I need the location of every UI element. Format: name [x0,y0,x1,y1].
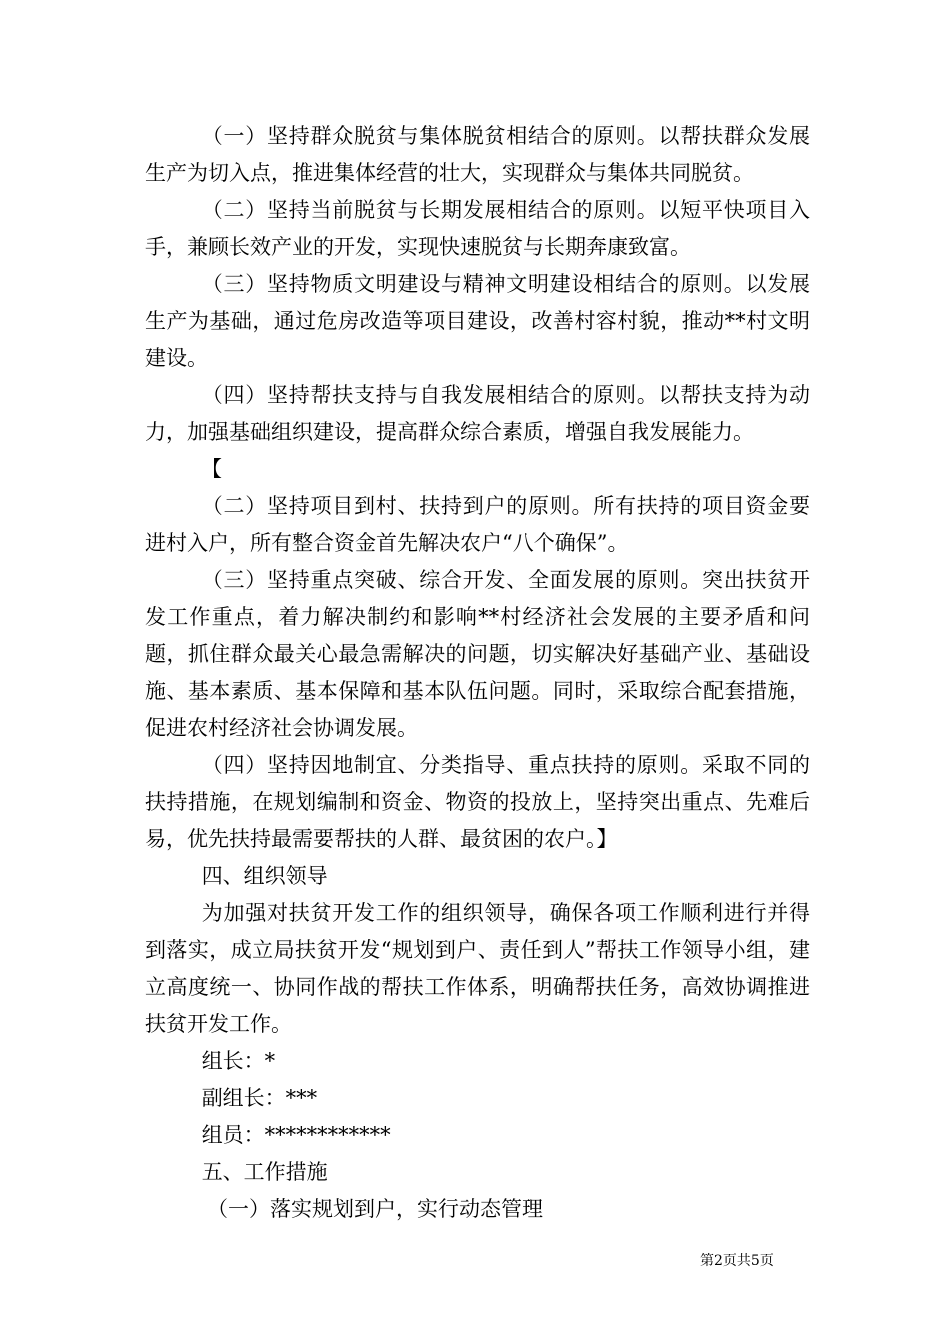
subsection-heading: （一）落实规划到户，实行动态管理 [207,1197,543,1221]
principle-paragraph: （三）坚持物质文明建设与精神文明建设相结合的原则。以发展生产为基础，通过危房改造等项目建设，改善村容村貌，推动**村文明建设。 [145,272,810,370]
member-line: 组员：************ [201,1123,391,1147]
section-heading: 五、工作措施 [201,1160,328,1184]
document-body [145,118,810,1228]
page-number: 第2页共5页 [700,1253,774,1269]
principle-paragraph: （四）坚持因地制宜、分类指导、重点扶持的原则。采取不同的扶持措施，在规划编制和资金、物资的投放上，坚持突出重点、先难后易，优先扶持最需要帮扶的人群、最贫困的农户。】 [145,753,810,851]
principle-paragraph: （二）坚持当前脱贫与长期发展相结合的原则。以短平快项目入手，兼顾长效产业的开发，实现快速脱贫与长期奔康致富。 [145,198,810,259]
leader-line: 组长：* [201,1049,276,1073]
bracket-open: 【 [201,457,222,481]
principle-paragraph: （四）坚持帮扶支持与自我发展相结合的原则。以帮扶支持为动力，加强基础组织建设，提高群众综合素质，增强自我发展能力。 [145,383,810,444]
section-heading: 四、组织领导 [201,864,328,888]
deputy-leader-line: 副组长：*** [201,1086,318,1110]
body-paragraph: 为加强对扶贫开发工作的组织领导，确保各项工作顺利进行并得到落实，成立局扶贫开发“规划到户、责任到人”帮扶工作领导小组，建立高度统一、协同作战的帮扶工作体系，明确帮扶任务，高效协调推进扶贫开发工作。 [145,901,810,1036]
principle-paragraph: （二）坚持项目到村、扶持到户的原则。所有扶持的项目资金要进村入户，所有整合资金首先解决农户“八个确保”。 [145,494,810,555]
principle-paragraph: （三）坚持重点突破、综合开发、全面发展的原则。突出扶贫开发工作重点，着力解决制约和影响**村经济社会发展的主要矛盾和问题，抓住群众最关心最急需解决的问题，切实解决好基础产业、基础设施、基本素质、基本保障和基本队伍问题。同时，采取综合配套措施，促进农村经济社会协调发展。 [145,568,810,740]
principle-paragraph: （一）坚持群众脱贫与集体脱贫相结合的原则。以帮扶群众发展生产为切入点，推进集体经营的壮大，实现群众与集体共同脱贫。 [145,124,810,185]
